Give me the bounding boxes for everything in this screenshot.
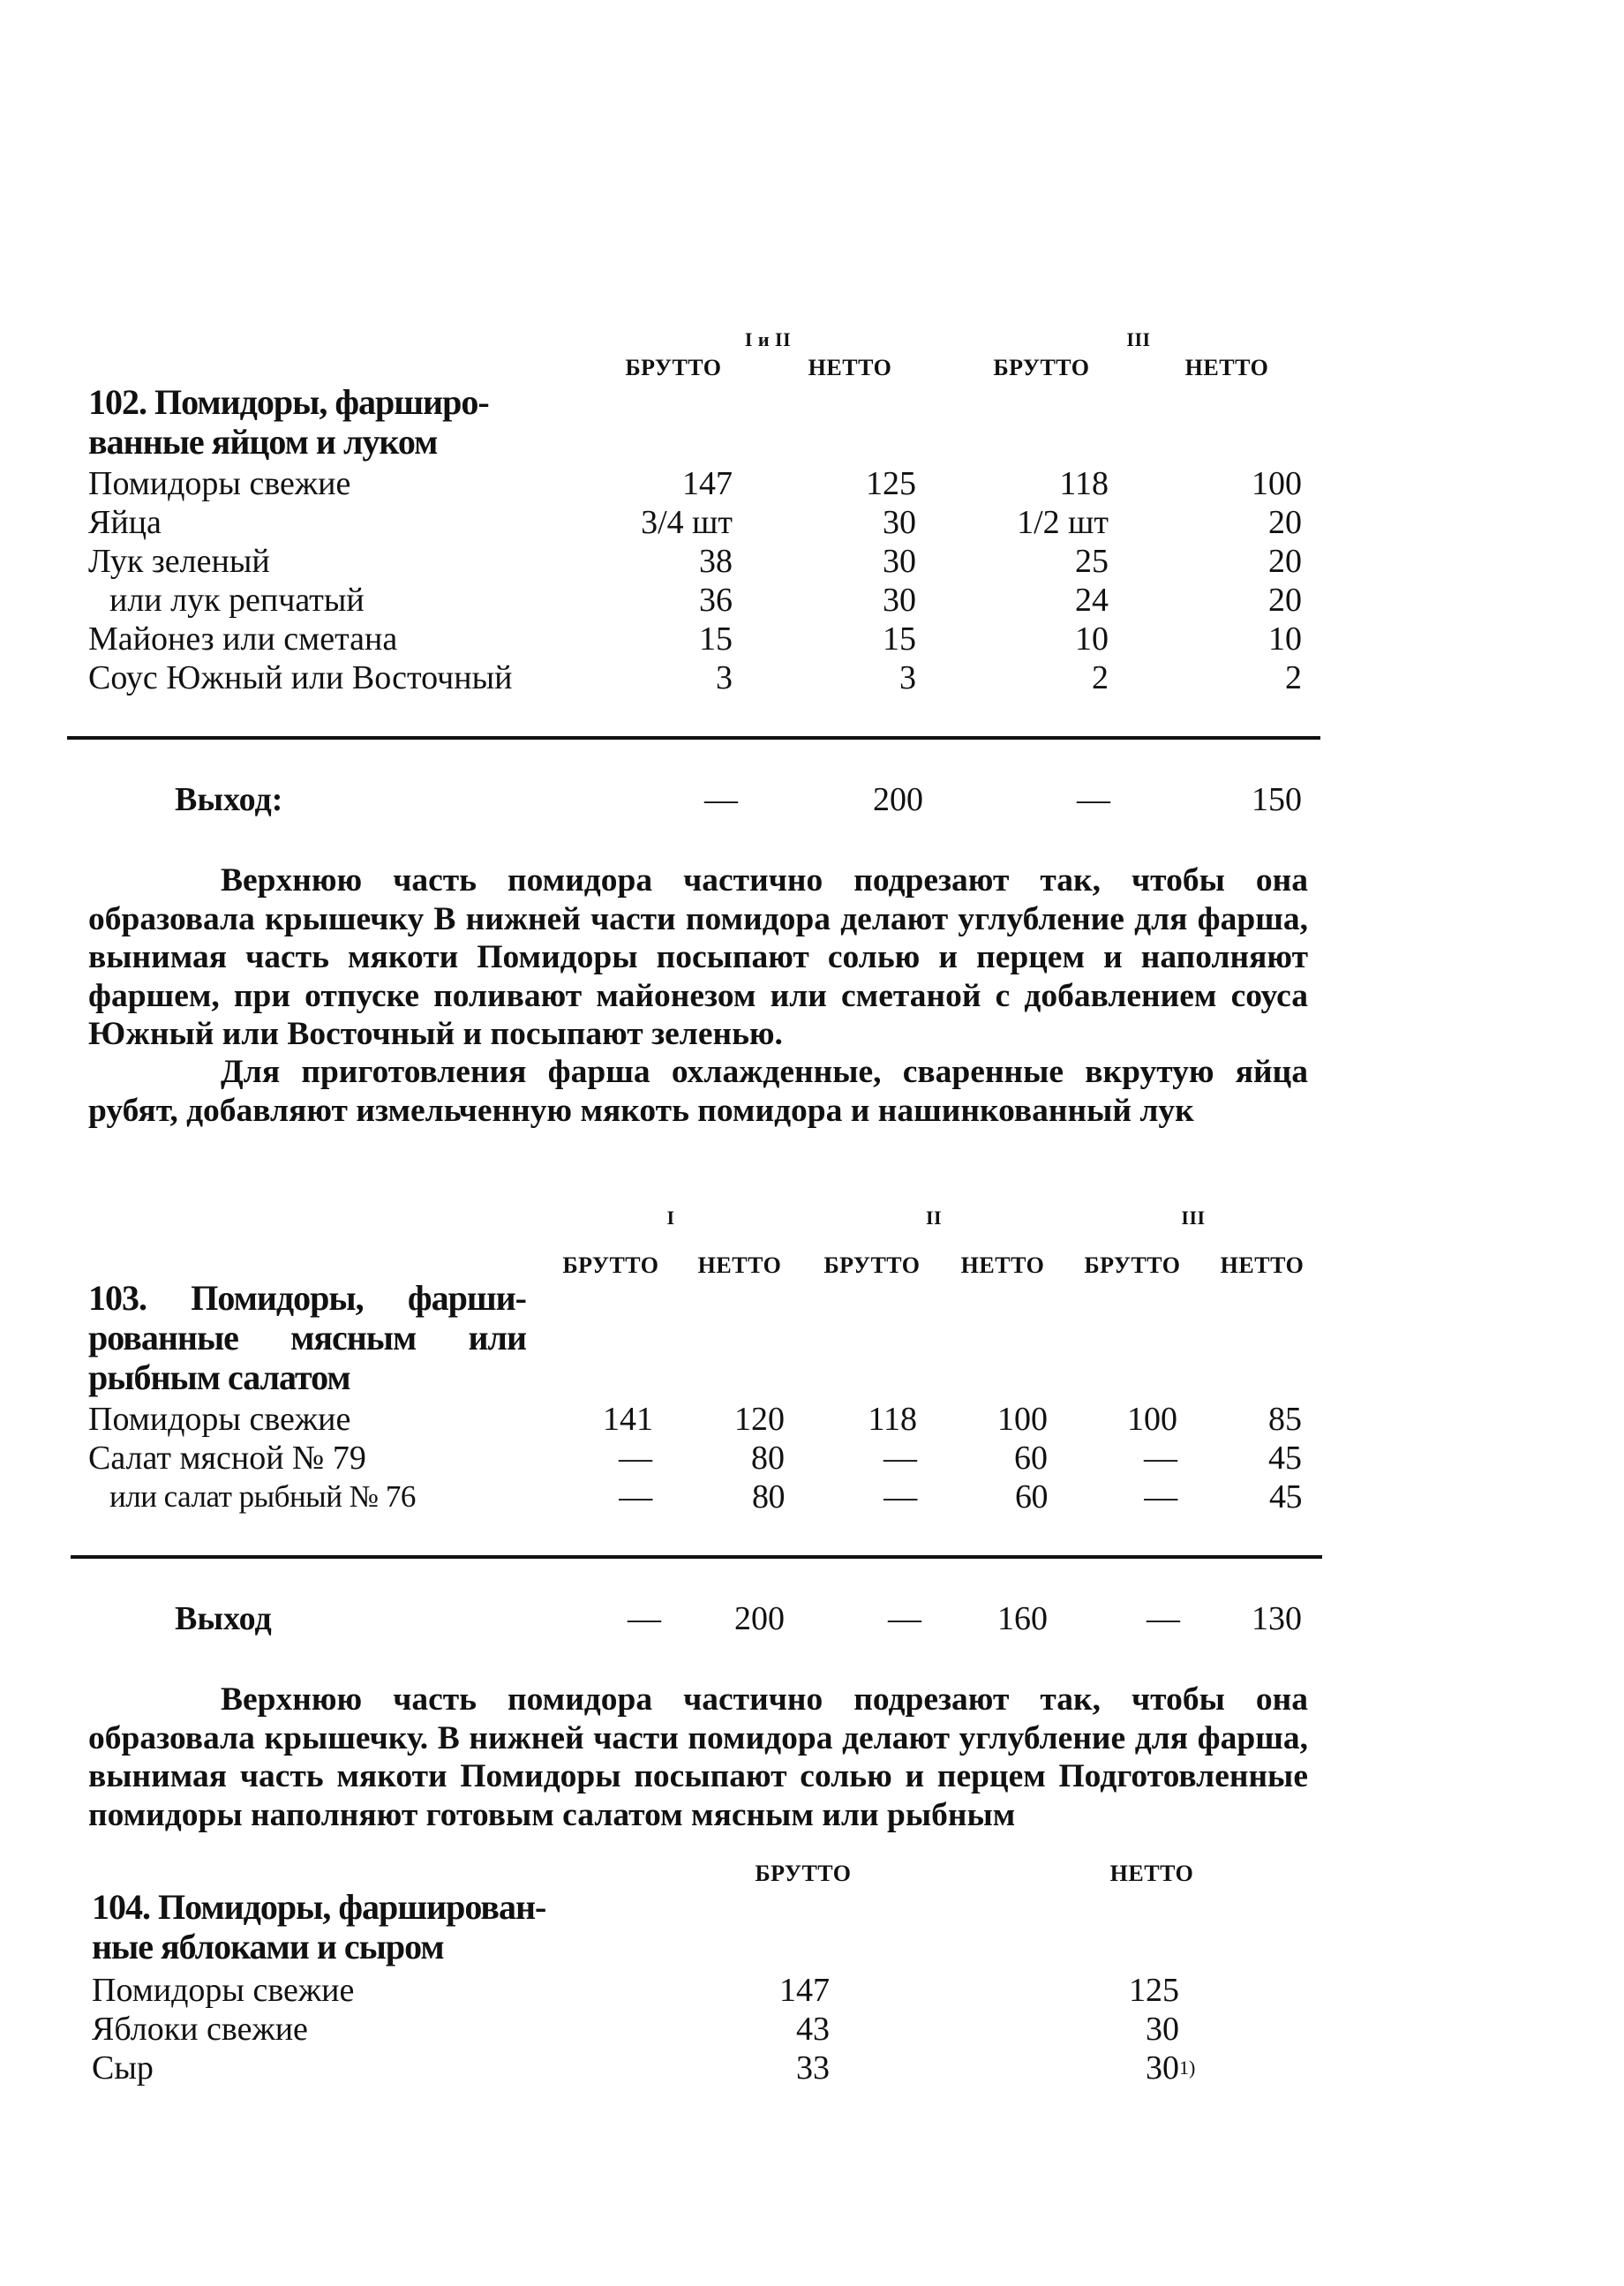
col-header-brutto: БРУТТО <box>562 1252 659 1278</box>
recipe-title-line: 102. Помидоры, фарширо- <box>88 382 489 422</box>
recipe-title-line: 104. Помидоры, фарширован- <box>92 1887 546 1927</box>
brutto-value: 33 <box>796 2049 830 2087</box>
yield-brutto: — <box>1147 1600 1180 1637</box>
netto-value: 30 <box>1146 2049 1179 2087</box>
group-header-3: III <box>1181 1207 1206 1229</box>
recipe-title-line: рыбным салатом <box>88 1357 350 1397</box>
col-header-brutto: БРУТТО <box>993 355 1090 380</box>
ingredient-name: Помидоры свежие <box>88 1401 351 1438</box>
ingredient-row <box>0 2049 1624 2087</box>
description-text: Верхнюю часть помидора частично подрезают так, чтобы она образовала крышечку. В нижней части помидора делают углубление для фарша, вынимая часть мякоти Помидоры посыпают солью и перцем Подготовленные помидоры наполняют готовым салатом мясным или рыбным <box>88 1681 1308 1833</box>
yield-netto: 200 <box>873 781 923 818</box>
col-header-netto: НЕТТО <box>697 1252 782 1278</box>
brutto-value: 141 <box>603 1401 653 1438</box>
netto-value: 45 <box>1268 1440 1302 1477</box>
recipe-title-line: ные яблоками и сыром <box>92 1927 444 1966</box>
brutto-value: 43 <box>796 2011 830 2048</box>
yield-label: Выход: <box>175 781 283 818</box>
brutto-value: — <box>1144 1440 1177 1477</box>
ingredient-name: Салат мясной № 79 <box>88 1440 366 1477</box>
netto-value: 125 <box>1129 1972 1179 2009</box>
netto-value: 80 <box>751 1440 785 1477</box>
yield-brutto: — <box>888 1600 921 1637</box>
yield-brutto: — <box>1077 781 1110 818</box>
col-header-brutto: БРУТТО <box>823 1252 921 1278</box>
netto-value: 20 <box>1268 543 1302 580</box>
ingredient-name: Яблоки свежие <box>92 2011 308 2048</box>
ingredient-row <box>0 658 1624 697</box>
brutto-value: 15 <box>699 620 733 658</box>
netto-value: 125 <box>866 465 916 502</box>
col-header-brutto: БРУТТО <box>1084 1252 1181 1278</box>
netto-value: 3 <box>899 659 916 696</box>
col-header-netto: НЕТТО <box>1184 355 1269 380</box>
brutto-value: 24 <box>1075 582 1109 619</box>
col-header-brutto: БРУТТО <box>625 355 722 380</box>
brutto-value: 38 <box>699 543 733 580</box>
brutto-value: 1/2 шт <box>1017 504 1109 541</box>
brutto-value: — <box>619 1440 652 1477</box>
recipe-title <box>88 1278 526 1397</box>
brutto-value: 100 <box>1127 1401 1177 1438</box>
recipe-description <box>88 861 1308 1054</box>
brutto-value: — <box>1144 1478 1177 1515</box>
yield-brutto: — <box>704 781 738 818</box>
brutto-value: 118 <box>868 1401 917 1438</box>
ingredient-row <box>0 2010 1624 2049</box>
netto-value: 30 <box>1146 2011 1179 2048</box>
description-text: Верхнюю часть помидора частично подрезают так, чтобы она образовала крышечку В нижней части помидора делают углубление для фарша, вынимая часть мякоти Помидоры посыпают солью и перцем и наполняют фаршем, при отпуске поливают майонезом или сметаной с добавлением соуса Южный или Восточный и посыпают зеленью. <box>88 862 1308 1052</box>
yield-netto: 200 <box>734 1600 785 1637</box>
brutto-value: 3/4 шт <box>641 504 733 541</box>
netto-value: 120 <box>734 1401 785 1438</box>
ingredient-row <box>0 464 1624 503</box>
col-header-brutto: БРУТТО <box>755 1861 852 1886</box>
yield-brutto: — <box>628 1600 661 1637</box>
ingredient-name: или лук репчатый <box>109 582 365 619</box>
recipe-description <box>88 1053 1308 1130</box>
ingredient-name: или салат рыбный № 76 <box>109 1479 416 1514</box>
netto-value: 80 <box>752 1478 785 1515</box>
ingredient-row <box>0 1439 1624 1478</box>
brutto-value: 3 <box>716 659 733 696</box>
netto-value: 30 <box>883 504 916 541</box>
ingredient-row <box>0 1400 1624 1439</box>
netto-value: 30 <box>883 582 916 619</box>
col-header-netto: НЕТТО <box>1220 1252 1304 1278</box>
recipe-description <box>88 1681 1308 1834</box>
brutto-value: 147 <box>682 465 733 502</box>
ingredient-name: Помидоры свежие <box>88 465 351 502</box>
brutto-value: 10 <box>1075 620 1109 658</box>
yield-label: Выход <box>175 1600 272 1637</box>
footnote-mark: 1) <box>1179 2057 1196 2079</box>
col-header-netto: НЕТТО <box>960 1252 1045 1278</box>
ingredient-row <box>0 503 1624 542</box>
recipe-title-line: ванные яйцом и луком <box>88 422 438 462</box>
group-header-3: III <box>1126 328 1151 350</box>
netto-value: 20 <box>1268 582 1302 619</box>
netto-value: 15 <box>883 620 916 658</box>
brutto-value: 36 <box>699 582 733 619</box>
recipe-title <box>88 382 489 462</box>
yield-netto: 160 <box>997 1600 1048 1637</box>
netto-value: 10 <box>1268 620 1302 658</box>
col-header-netto: НЕТТО <box>808 355 892 380</box>
description-text: Для приготовления фарша охлажденные, сваренные вкрутую яйца рубят, добавляют измельченную мякоть помидора и нашинкованный лук <box>88 1054 1308 1129</box>
netto-value-with-footnote <box>1146 2049 1195 2087</box>
recipe-title-line: рованные мясным или <box>88 1318 526 1357</box>
brutto-value: — <box>619 1478 652 1515</box>
yield-netto: 130 <box>1252 1600 1302 1637</box>
ingredient-name: Майонез или сметана <box>88 620 398 658</box>
recipe-title <box>92 1887 545 1966</box>
netto-value: 100 <box>997 1401 1048 1438</box>
group-header-1-2: I и II <box>744 328 792 350</box>
yield-row <box>0 1599 1624 1638</box>
netto-value: 85 <box>1268 1401 1302 1438</box>
netto-value: 30 <box>883 543 916 580</box>
netto-value: 100 <box>1252 465 1302 502</box>
ingredient-name: Яйца <box>88 504 162 541</box>
ingredient-name: Помидоры свежие <box>92 1972 355 2009</box>
netto-value: 2 <box>1285 659 1302 696</box>
ingredient-name: Сыр <box>92 2049 154 2087</box>
recipe-title-line: 103. Помидоры, фарши- <box>88 1278 526 1318</box>
group-header-2: II <box>925 1207 943 1229</box>
ingredient-name: Лук зеленый <box>88 543 270 580</box>
yield-netto: 150 <box>1252 781 1302 818</box>
brutto-value: — <box>883 1478 917 1515</box>
ingredient-row <box>0 1478 1624 1516</box>
netto-value: 20 <box>1268 504 1302 541</box>
col-header-netto: НЕТТО <box>1109 1861 1194 1886</box>
table-divider <box>67 736 1320 740</box>
brutto-value: 147 <box>779 1972 830 2009</box>
ingredient-row <box>0 620 1624 658</box>
brutto-value: 118 <box>1059 465 1109 502</box>
netto-value: 60 <box>1014 1440 1048 1477</box>
ingredient-row <box>0 581 1624 620</box>
yield-row <box>0 780 1624 819</box>
brutto-value: — <box>883 1440 917 1477</box>
ingredient-name: Соус Южный или Восточный <box>88 659 513 696</box>
netto-value: 45 <box>1269 1478 1302 1515</box>
brutto-value: 25 <box>1075 543 1109 580</box>
group-header-1: I <box>666 1207 675 1229</box>
table-divider <box>71 1555 1322 1559</box>
ingredient-row <box>0 1971 1624 2010</box>
ingredient-row <box>0 542 1624 581</box>
netto-value: 60 <box>1015 1478 1048 1515</box>
brutto-value: 2 <box>1092 659 1109 696</box>
